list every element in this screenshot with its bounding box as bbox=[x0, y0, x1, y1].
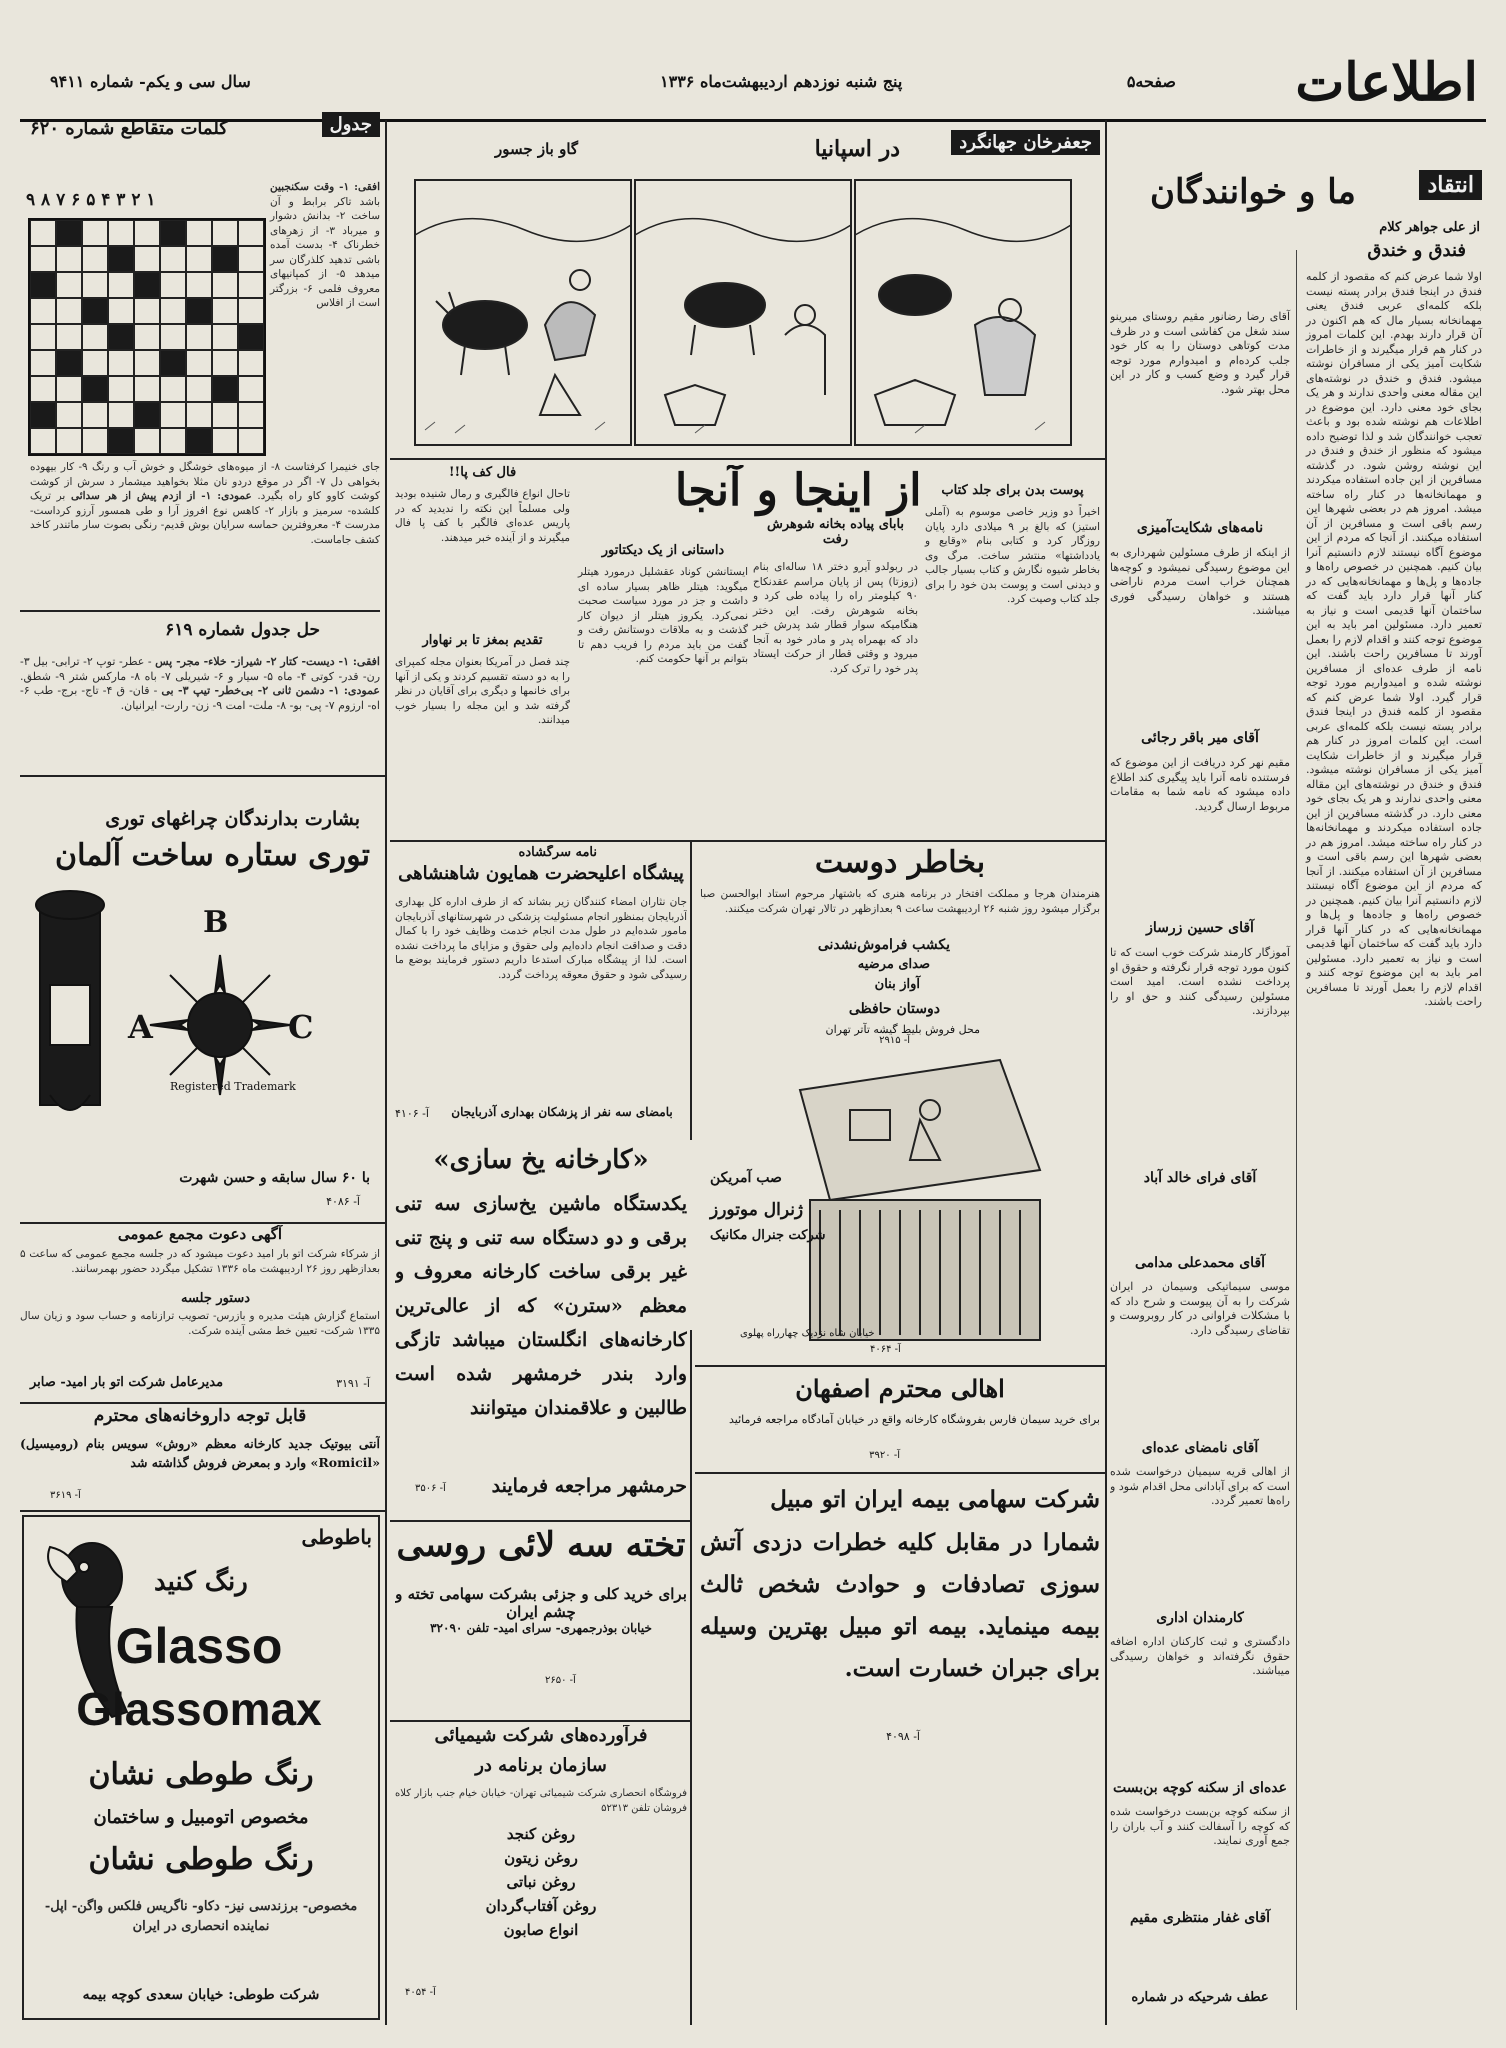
grid-cell bbox=[134, 376, 160, 402]
fridge-code: آ- ۴۰۶۴ bbox=[870, 1344, 901, 1355]
grid-cell bbox=[108, 272, 134, 298]
grid-cell bbox=[56, 376, 82, 402]
grid-cell bbox=[30, 324, 56, 350]
pharmacy-code: آ- ۳۶۱۹ bbox=[50, 1490, 81, 1501]
meeting-items: استماع گزارش هیئت مدیره و بازرس- تصویب ترازنامه و حساب سود و زیان سال ۱۳۳۵ شرکت- تعیین خط مشی آینده شرکت. bbox=[20, 1310, 380, 1337]
fridge-ad bbox=[700, 1050, 1100, 1360]
feature-col2: در ربولدو آیرو دختر ۱۸ ساله‌ای بنام (زوزتا) پس از پایان مراسم عقدنکاح ۹۰ کیلومتر راه را پیاده طی کرد و بخانه شوهرش رفت. این دختر هنگامیکه سوار قطار شد پدرش خبر داد که بهمراه پدر و مادر خود به آنجا میرود و وقتی قطار از حرکت ایستاد پدر خود را ترک کرد. bbox=[753, 561, 918, 675]
royal-letter bbox=[395, 845, 687, 1135]
grid-cell bbox=[56, 324, 82, 350]
grid-cell bbox=[186, 350, 212, 376]
meeting-code: آ- ۳۱۹۱ bbox=[336, 1377, 370, 1390]
plywood-code: آ- ۲۶۵۰ bbox=[545, 1675, 576, 1686]
grid-cell bbox=[238, 376, 264, 402]
meeting-body: از شرکاء شرکت اتو بار امید دعوت میشود که در جلسه مجمع عمومی که ساعت ۵ بعدازظهر روز ۲۶ اردیبهشت ماه ۱۳۳۶ تشکیل میگردد حضور بهمرسانند. bbox=[20, 1248, 380, 1275]
memorial-code: آ- ۲۹۱۵ bbox=[879, 1035, 910, 1045]
lamp-letter-c: C bbox=[288, 1008, 314, 1046]
grid-cell bbox=[82, 402, 108, 428]
grid-cell bbox=[160, 350, 186, 376]
paint-tagline: رنگ کنید bbox=[154, 1567, 248, 1597]
grid-cell bbox=[186, 324, 212, 350]
paint-footer: شرکت طوطی: خیابان سعدی کوچه بیمه bbox=[82, 1987, 320, 2003]
grid-cell bbox=[134, 428, 160, 454]
grid-cell bbox=[108, 246, 134, 272]
paint-dealers: مخصوص- برزندسی نیز- دکاو- ناگریس فلکس واگن- اپل- نماینده انحصاری در ایران bbox=[44, 1899, 358, 1934]
comic-subtitle: در اسپانیا bbox=[814, 136, 900, 162]
feature-col3: ایستانشن کوناد عقشلیل درمورد هیتلر میگوید: هیتلر ظاهر بسیار ساده ای داشت و جز در مورد سیاست صحبت نمی‌کرد. یکروز هیتلر از دیوان کار گذشت و به ملاقات دوستانش رفت و گفت من باید مردم را فریب دهم تا بتوانم بر آنها حکومت کنم. bbox=[578, 566, 748, 665]
grid-cell bbox=[238, 220, 264, 246]
isfahan-title: اهالی محترم اصفهان bbox=[795, 1374, 1005, 1403]
grid-cell bbox=[30, 298, 56, 324]
grid-cell bbox=[108, 402, 134, 428]
feature-col3-heading: داستانی از یک دیکتاتور bbox=[601, 543, 725, 558]
grid-cell bbox=[186, 376, 212, 402]
grid-cell bbox=[160, 324, 186, 350]
grid-cell bbox=[134, 272, 160, 298]
feature-col4-heading: فال کف پا!! bbox=[448, 465, 517, 480]
insurance-ad bbox=[700, 1480, 1100, 2020]
grid-cell bbox=[82, 324, 108, 350]
lamp-headline: بشارت بدارندگان چراغهای توری bbox=[105, 808, 360, 830]
grid-cell bbox=[108, 298, 134, 324]
lamp-title: توری ستاره ساخت آلمان bbox=[55, 838, 370, 873]
grid-cell bbox=[238, 350, 264, 376]
grid-cell bbox=[56, 220, 82, 246]
clues-horizontal: افقی: ۱- وقت سکنجبین bbox=[270, 181, 380, 193]
grid-cell bbox=[108, 220, 134, 246]
solution-horizontal: افقی: ۱- دیست- کتار ۲- شیراز- خلاء- مجر- پس bbox=[155, 655, 380, 668]
crossword-grid bbox=[28, 218, 266, 456]
chem-product: روغن زیتون bbox=[504, 1849, 578, 1867]
comic-panel-3 bbox=[855, 180, 1071, 445]
memorial-sub1: یکشب فراموش‌نشدنی bbox=[817, 937, 950, 953]
grid-cell bbox=[56, 272, 82, 298]
plywood-title: تخته سه لائی روسی bbox=[396, 1525, 686, 1565]
grid-cell bbox=[134, 220, 160, 246]
feature-col2-heading: بابای پیاده بخانه شوهرش رفت bbox=[766, 517, 905, 547]
grid-cell bbox=[56, 428, 82, 454]
comic-panels bbox=[395, 175, 1100, 455]
plywood-ad bbox=[395, 1525, 687, 1715]
grid-cell bbox=[82, 272, 108, 298]
chem-product: انواع صابون bbox=[503, 1921, 579, 1939]
clues-vertical: عمودی: ۱- از ازدم پیش از هر سدائی bbox=[70, 490, 252, 502]
solution-title: حل جدول شماره ۶۱۹ bbox=[165, 620, 320, 640]
crossword-section bbox=[20, 110, 380, 770]
grid-cell bbox=[56, 350, 82, 376]
feature-col1-heading: پوست بدن برای جلد کتاب bbox=[941, 483, 1084, 498]
readers-title: ما و خوانندگان bbox=[1150, 172, 1356, 212]
grid-cell bbox=[238, 272, 264, 298]
pharmacy-title: قابل توجه داروخانه‌های محترم bbox=[93, 1406, 307, 1426]
ice-title: «کارخانه یخ سازی» bbox=[433, 1145, 649, 1175]
feature-col4: تاحال انواع فالگیری و رمال شنیده بودید ولی مسلماً این نکته را ندیدید که در پاریس عده‌ای فالگیر با کف پا فال میگیرند و از آینده خبر میدهند. bbox=[395, 488, 570, 544]
lamp-letter-b: B bbox=[203, 905, 229, 940]
letter-heading: آقای میر باقر رجائی bbox=[1141, 730, 1259, 746]
paint-line-2: مخصوص اتومبیل و ساختمان bbox=[93, 1807, 309, 1828]
grid-cell bbox=[134, 246, 160, 272]
grid-cell bbox=[56, 246, 82, 272]
letter-heading: آقای محمدعلی مدامی bbox=[1134, 1255, 1266, 1271]
ice-factory-ad bbox=[395, 1145, 687, 1515]
grid-cell bbox=[160, 246, 186, 272]
chem-subtitle: سازمان برنامه در bbox=[475, 1755, 607, 1776]
readers-column bbox=[1110, 130, 1486, 2025]
pharmacy-notice bbox=[20, 1406, 380, 1506]
readers-col-left: نامه‌های شکایت‌آمیزی آقای میر باقر رجائی آقای حسین زرساز آقای فرای خالد آباد آقای محمدعلی مدامی آقای نامضای عده‌ای کارمندان اداری عده‌ای از سکنه کوچه بن‌بست آقای غفار منتظری مقیم عطف شرحیکه در شماره آقای رضا رضانور مقیم روستای میرینو سند شغل من کفاشی است و در ظرف مدت کوتاهی دوستان را به کار خود جلب کرده‌ام و امیدوارم مورد توجه قرار گیرد و وضع کسب و کار در این محل بهتر شود. از اینکه از طرف مسئولین شهرداری به این موضوع رسیدگی نمیشود و کوچه‌ها همچنان خراب است مردم ناراضی هستند و خواهان رسیدگی فوری میباشند. مقیم نهر کرد دریافت از این موضوع که فرستنده نامه آنرا باید پیگیری کند اطلاع داده میشود که نامه شما به مقامات مربوط ارسال گردید. آموزگار کارمند شرکت خوب است که تا کنون مورد توجه قرار نگرفته و حقوق او پرداخت نشده است. امید است مسئولین رسیدگی کنند و حق او را بپردازند. موسی سیماتیکی وسیمان در ایران شرکت را به آن پیوست و شرح داد که با مشکلات فراوانی در کار روبروست و تقاضای رسیدگی دارد. از اهالی قریه سیمیان درخواست شده است که برای آبادانی محل اقدام شود و راه‌ها تعمیر گردد. دادگستری و ثبت کارکنان اداره اضافه حقوق نگرفته‌اند و خواهان رسیدگی میباشند. از سکنه کوچه بن‌بست درخواست شده که کوچه را آسفالت کنند و آب باران را جمع آوری نمایند. bbox=[1110, 310, 1290, 2005]
issue-date: پنج شنبه نوزدهم اردیبهشت‌ماه ۱۳۳۶ bbox=[660, 72, 903, 91]
readers-tag: انتقاد bbox=[1419, 170, 1482, 200]
grid-cell bbox=[30, 350, 56, 376]
grid-cell bbox=[108, 376, 134, 402]
meeting-agenda: دستور جلسه bbox=[180, 1291, 250, 1306]
grid-cell bbox=[160, 376, 186, 402]
grid-cell bbox=[212, 272, 238, 298]
fridge-maker: شرکت جنرال مکانیک bbox=[710, 1228, 826, 1243]
lamp-ad bbox=[20, 780, 380, 1220]
grid-numbers: ۹ ۸ ۷ ۶ ۵ ۴ ۳ ۲ ۱ bbox=[26, 190, 156, 210]
memorial-body: هنرمندان هرجا و مملکت افتخار در برنامه هنری که باشتهار مرحوم استاد ابوالحسن صبا برگزار میشود روز شنبه ۲۶ اردیبهشت ساعت ۹ بعدازظهر در تالار تهران شرکت میکنند. bbox=[700, 888, 1100, 915]
comic-title: جعفرخان جهانگرد bbox=[951, 130, 1100, 155]
page-number: صفحه۵ bbox=[1126, 72, 1176, 91]
grid-cell bbox=[82, 298, 108, 324]
grid-cell bbox=[186, 246, 212, 272]
grid-cell bbox=[186, 428, 212, 454]
lamp-illustration bbox=[20, 875, 380, 1165]
grid-cell bbox=[238, 428, 264, 454]
paint-brand: باطوطی bbox=[301, 1525, 372, 1549]
grid-cell bbox=[186, 220, 212, 246]
royal-title: پیشگاه اعلیحضرت همایون شاهنشاهی bbox=[398, 863, 684, 884]
lamp-footer: با ۶۰ سال سابقه و حسن شهرت bbox=[179, 1170, 370, 1186]
isfahan-code: آ- ۳۹۲۰ bbox=[869, 1450, 900, 1461]
grid-cell bbox=[160, 402, 186, 428]
letter-heading: آقای نامضای عده‌ای bbox=[1141, 1440, 1259, 1456]
grid-cell bbox=[238, 402, 264, 428]
feature-col5-heading: تقدیم بمغز تا بر نهاوار bbox=[422, 633, 543, 648]
grid-cell bbox=[212, 428, 238, 454]
crossword-clues: افقی: ۱- وقت سکنجبین باشد تاکر برابط و آن ساخت ۲- بدانش دشوار و میرباد ۳- از زهرهای خطرناک ۴- بدست آمده باشی تدهید کلذرگان سر میدهد ۵- از کمپانیهای معروف فلمی ۶- بزرگتر است از افلاس bbox=[270, 181, 380, 309]
letter-heading: نامه‌های شکایت‌آمیزی bbox=[1136, 520, 1264, 536]
pharmacy-body: آنتی بیوتیک جدید کارخانه معظم «روش» سویس بنام (رومیسیل) «Romicil» وارد و بمعرض فروش گذاشته شد bbox=[20, 1436, 380, 1470]
grid-cell bbox=[186, 298, 212, 324]
memorial-sub2: صدای مرضیه bbox=[857, 957, 930, 972]
grid-cell bbox=[82, 246, 108, 272]
grid-cell bbox=[238, 298, 264, 324]
grid-cell bbox=[30, 376, 56, 402]
issue-number: سال سی و یکم- شماره ۹۴۱۱ bbox=[50, 72, 251, 91]
lamp-mark: Registered Trademark bbox=[170, 1080, 296, 1093]
lamp-code: آ- ۴۰۸۶ bbox=[326, 1195, 360, 1208]
grid-cell bbox=[82, 220, 108, 246]
grid-cell bbox=[108, 324, 134, 350]
crossword-badge: جدول bbox=[322, 112, 380, 137]
memorial-sub4: دوستان حافظی bbox=[848, 1001, 940, 1017]
chem-product: روغن آفتاب‌گردان bbox=[485, 1897, 597, 1915]
insurance-body: شمارا در مقابل کلیه خطرات دزدی آتش سوزی تصادفات و حوادث شخص ثالث بیمه مینماید. بیمه اتو مبیل بهترین وسیله برای جبران خسارت است. bbox=[700, 1529, 1100, 1682]
feature-col5: چند فصل در آمریکا بعنوان مجله کمپرای را به دو دسته تقسیم کردند و یکی از آنها برای خانمها و دیگری برای آقایان در نظر گرفته شد و این مجله را بسیار خوب میدانند. bbox=[395, 656, 570, 726]
grid-cell bbox=[160, 428, 186, 454]
comic-caption: گاو باز جسور bbox=[495, 140, 579, 158]
paint-line-3: رنگ طوطی نشان bbox=[88, 1842, 314, 1877]
crossword-title: کلمات متقاطع شماره ۶۲۰ bbox=[30, 118, 228, 139]
memorial-tickets: محل فروش بلیط گیشه تآتر تهران bbox=[825, 1023, 980, 1036]
grid-cell bbox=[186, 272, 212, 298]
insurance-code: آ- ۴۰۹۸ bbox=[886, 1730, 920, 1743]
memorial-notice bbox=[700, 845, 1100, 1045]
paint-logo-1: Glasso bbox=[115, 1618, 283, 1674]
grid-cell bbox=[238, 246, 264, 272]
grid-cell bbox=[212, 220, 238, 246]
grid-cell bbox=[160, 272, 186, 298]
grid-cell bbox=[134, 298, 160, 324]
letter-heading: عطف شرحیکه در شماره bbox=[1131, 1990, 1269, 2005]
letter-heading: آقای غفار منتظری مقیم bbox=[1129, 1910, 1271, 1926]
crossword-solution: افقی: ۱- دیست- کتار ۲- شیراز- خلاء- مجر- پس - عطر- توپ ۲- ترابی- بیل ۳- رن- قدر- کوتی ۴- ماه ۵- سیار و ۶- شیریلی ۷- باه ۸- مارکس شتر ۹- شطق. عمودی: ۱- دشمن ثانی ۲- بی‌خطر- تیپ ۳- بی - قان- ق ۴- تاج- برج- طب ۶- اه- ارزوم ۷- پی- بو- ۸- ملت- امت ۹- زن- رارت- ایرانیان. bbox=[20, 655, 380, 712]
chem-code: آ- ۴۰۵۴ bbox=[405, 1987, 436, 1998]
grid-cell bbox=[212, 324, 238, 350]
readers-author: از علی جواهر کلام bbox=[1379, 220, 1480, 235]
fridge-address: خیابان شاه نزدیک چهارراه پهلوی bbox=[740, 1328, 875, 1339]
paint-logo-2: Glassomax bbox=[76, 1683, 322, 1735]
chem-product: روغن کنجد bbox=[506, 1825, 576, 1843]
royal-body: جان نثاران امضاء کنندگان زیر بشاند که از طرف اداره کل بهداری آذربایجان بمنظور انجام مسئولیت پزشکی در شهرستانهای آذربایجان مامور شده‌ایم در طول مدت انجام خدمت وظایف خود را با کمال دقت و صداقت انجام داده‌ایم ولی حقوق و مزایای ما پرداخت نشده است. لذا از پیشگاه مبارک استدعا داریم دستور فرمایند بوضع ما رسیدگی شود و حقوق معوقه پرداخت گردد. bbox=[395, 896, 687, 981]
fridge-brand: صب آمریکن bbox=[710, 1170, 782, 1186]
isfahan-notice bbox=[700, 1370, 1100, 1470]
grid-cell bbox=[160, 298, 186, 324]
memorial-sub3: آواز بنان bbox=[874, 977, 920, 992]
grid-cell bbox=[134, 324, 160, 350]
royal-code: آ- ۴۱۰۶ bbox=[395, 1107, 429, 1120]
grid-cell bbox=[30, 402, 56, 428]
grid-cell bbox=[108, 428, 134, 454]
letter-heading: کارمندان اداری bbox=[1156, 1610, 1244, 1626]
crossword-clues-more: جای خنیمرا کرفتاست ۸- از میوه‌های خوشگل و خوش آب و رنگ ۹- کار بیهوده بخواهی دل ۷- اگر در موقع دردو نان مثلا بخواهید میشمار د سرش از کوشت کوشت کاوو کاو راه بگیرد. عمودی: ۱- از ازدم پیش از هر سدائی بر تریک کلشده- سرمیز و بازار ۲- کاهس نوع افروز آرا و طی همسور آرزو کرداست- مدرست ۴- معروفترین حماسه سرایان بوش قدیم- رنگی بصوت سار ماتندر کاخد کشف جاماست. bbox=[30, 461, 380, 546]
memorial-title: بخاطر دوست bbox=[814, 845, 986, 880]
grid-cell bbox=[160, 220, 186, 246]
royal-subtitle: نامه سرگشاده bbox=[518, 845, 597, 860]
grid-cell bbox=[238, 324, 264, 350]
grid-cell bbox=[56, 298, 82, 324]
ice-code: آ- ۳۵۰۶ bbox=[415, 1483, 446, 1494]
grid-cell bbox=[56, 402, 82, 428]
ice-footer: حرمشهر مراجعه فرمایند bbox=[491, 1475, 687, 1497]
grid-cell bbox=[30, 246, 56, 272]
chem-product: روغن نباتی bbox=[506, 1873, 576, 1891]
plywood-body: برای خرید کلی و جزئی بشرکت سهامی تخته و چشم ایران bbox=[395, 1585, 687, 1621]
grid-cell bbox=[212, 376, 238, 402]
grid-cell bbox=[212, 402, 238, 428]
chemical-ad bbox=[395, 1725, 687, 2025]
lamp-letter-a: A bbox=[128, 1008, 153, 1046]
paint-ad bbox=[22, 1515, 380, 2020]
grid-cell bbox=[82, 376, 108, 402]
grid-cell bbox=[82, 350, 108, 376]
feature-title: از اینجا و آنجا bbox=[675, 465, 922, 516]
comic-strip bbox=[395, 130, 1100, 455]
letter-heading: عده‌ای از سکنه کوچه بن‌بست bbox=[1113, 1780, 1287, 1796]
feature-section bbox=[395, 465, 1100, 835]
royal-footer: بامضای سه نفر از پزشکان بهداری آذربایجان bbox=[451, 1105, 673, 1119]
grid-cell bbox=[108, 350, 134, 376]
meeting-notice bbox=[20, 1225, 380, 1400]
paint-line-1: رنگ طوطی نشان bbox=[88, 1757, 314, 1792]
ice-body: یکدستگاه ماشین یخ‌سازی سه تنی برقی و دو دستگاه سه تنی و پنج تنی غیر برقی ساخت کارخانه معروف و معظم «سترن» که از عالی‌ترین کارخانه‌های انگلستان میباشد تازگی وارد بندر خرمشهر شده است طالبین و علاقمندان میتوانند bbox=[395, 1193, 687, 1419]
chem-title: فرآورده‌های شرکت شیمیائی bbox=[434, 1725, 648, 1746]
chem-body: فروشگاه انحصاری شرکت شیمیائی تهران- خیابان خیام جنب بازار کلاه فروشان تلفن ۵۲۳۱۳ bbox=[395, 1788, 687, 1814]
solution-vertical: عمودی: ۱- دشمن ثانی ۲- بی‌خطر- تیپ ۳- بی bbox=[161, 684, 380, 697]
grid-cell bbox=[30, 220, 56, 246]
grid-cell bbox=[134, 350, 160, 376]
fridge-model: ژنرال موتورز bbox=[710, 1200, 804, 1220]
meeting-title: آگهی دعوت مجمع عمومی bbox=[117, 1225, 283, 1243]
readers-section-title: فندق و خندق bbox=[1367, 240, 1466, 261]
grid-cell bbox=[212, 350, 238, 376]
insurance-title: شرکت سهامی بیمه ایران اتو مبیل bbox=[770, 1486, 1100, 1513]
readers-col-right: اولا شما عرض کنم که مقصود از کلمه فندق در اینجا فندق برادر پسته نیست بلکه کلمه‌ای عربی فندق یعنی مهمانخانه بسیار مال که هم اکنون در آن قرار دارند بهدم. این کلمات امروز در کنار هم قرار میگیرند و از خاطرات شکایت آمیز یکی از مسافران نوشته میشود. فندق و خندق در نوشته‌های این مقاله معنی واحدی ندارند و هر یک بجای خود معنی دارد. این موضوع در اطلاعات هم نوشته شده بود و باعث تعجب خوانندگان شد و لذا توضیح داده میشود که منظور از خندق و فندق در این نوشته روشن شود. در گذشته مسافرین از این جاده استفاده میکردند و مهمانخانه‌ها در کنار راه ساخته میشد. امروز هم در بعضی شهرها این رسم باقی است و مسافرین از آن استفاده میکنند. از آنجا که مردم از این موضوع آگاه نیستند لازم دانستیم آنرا بیان کنیم. همچنین در خصوص راه‌ها و جاده‌ها و پل‌ها و مهمانخانه‌هایی که در کنار آنها قرار دارد باید گفت که ساختمان آنها قدیمی است و نیاز به تعمیر دارد. مسئولین امر باید به این موضوع توجه کنند و اقدام لازم را بعمل آورند تا مسافرین راحت باشند. این نامه از طرف عده‌ای از مسافرین نوشته شده و امیدواریم مورد توجه قرار گیرد. اولا شما عرض کنم که مقصود از کلمه فندق در اینجا فندق برادر پسته نیست بلکه کلمه‌ای عربی است. این کلمات امروز در کنار هم قرار میگیرند و از خاطرات شکایت آمیز یکی از مسافران نوشته میشود. فندق و خندق در نوشته‌های این مقاله معنی واحدی ندارند و هر یک بجای خود معنی دارد. در گذشته مسافرین از این جاده استفاده میکردند و مهمانخانه‌ها در کنار راه ساخته میشد. امروز هم در بعضی شهرها این رسم باقی است و مسافرین از آن استفاده میکنند. از آنجا که مردم از این موضوع آگاه نیستند لازم دانستیم آنرا بیان کنیم. همچنین در خصوص راه‌ها و جاده‌ها و پل‌ها و مهمانخانه‌هایی که در کنار آنها قرار دارد باید گفت که ساختمان آنها قدیمی است و نیاز به تعمیر دارد. مسئولین امر باید به این موضوع توجه کنند و اقدام لازم را بعمل آورند تا مسافرین راحت باشند. bbox=[1306, 270, 1482, 1008]
grid-cell bbox=[212, 246, 238, 272]
letter-heading: آقای فرای خالد آباد bbox=[1143, 1170, 1257, 1186]
isfahan-body: برای خرید سیمان فارس بفروشگاه کارخانه واقع در خیابان آمادگاه مراجعه فرمائید bbox=[728, 1413, 1100, 1426]
meeting-signoff: مدیرعامل شرکت اتو بار امید- صابر bbox=[30, 1375, 224, 1390]
feature-col1: اخیراً دو وزیر خاصی موسوم به (آملی استیز) که بالغ بر ۹ میلادی دارد پایان روزگار کرد و کتابی بنام «وقایع و یادداشتها» منتشر ساخت. مرگ وی بخاطر شیوه نگارش و کتاب بسیار جالب و دیدنی است و پوست بدن خود را برای جلد کتاب وصیت کرد. bbox=[925, 506, 1100, 605]
masthead-logo: اطلاعات bbox=[1295, 52, 1478, 113]
plywood-address: خیابان بوذرجمهری- سرای امید- تلفن ۳۲۰۹۰ bbox=[430, 1621, 652, 1635]
grid-cell bbox=[212, 298, 238, 324]
grid-cell bbox=[30, 428, 56, 454]
grid-cell bbox=[30, 272, 56, 298]
grid-cell bbox=[134, 402, 160, 428]
letter-heading: آقای حسین زرساز bbox=[1146, 920, 1254, 936]
grid-cell bbox=[82, 428, 108, 454]
grid-cell bbox=[186, 402, 212, 428]
